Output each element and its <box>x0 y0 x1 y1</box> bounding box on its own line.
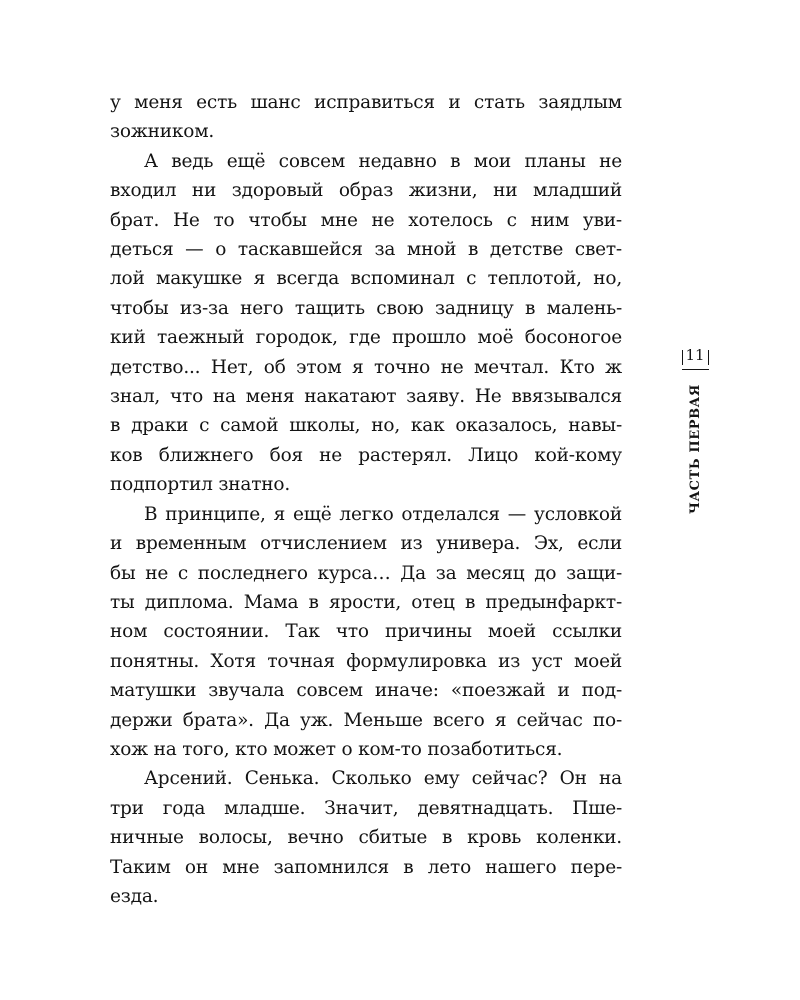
text-line: Таким он мне запомнился в лето нашего пере- <box>110 856 622 878</box>
text-line: знал, что на меня накатают заяву. Не ввязывался <box>110 386 622 408</box>
page-body-text <box>110 88 622 911</box>
text-line: лой макушке я всегда вспоминал с теплотой, но, <box>110 268 622 290</box>
text-line: зожником. <box>110 121 215 143</box>
text-line: подпортил знатно. <box>110 474 291 496</box>
text-line: ном состоянии. Так что причины моей ссылки <box>110 621 622 643</box>
text-line: и временным отчислением из универа. Эх, если <box>110 533 622 555</box>
text-line: держи брата». Да уж. Меньше всего я сейчас по- <box>110 709 622 731</box>
text-line: хож на того, кто может о ком-то позаботиться. <box>110 738 563 760</box>
text-line: ты диплома. Мама в ярости, отец в предынфаркт- <box>110 591 622 613</box>
text-line: входил ни здоровый образ жизни, ни младший <box>110 180 622 202</box>
text-line: чтобы из-за него тащить свою задницу в малень- <box>110 297 622 319</box>
running-header: ЧАСТЬ ПЕРВАЯ <box>688 384 703 514</box>
paragraph-first-line: Арсений. Сенька. Сколько ему сейчас? Он на <box>144 768 622 790</box>
text-line: три года младше. Значит, девятнадцать. Пше- <box>110 797 622 819</box>
paragraph-first-line: В принципе, я ещё легко отделался — условкой <box>144 503 622 525</box>
page-number: 11 <box>685 346 705 364</box>
text-line: брат. Не то чтобы мне не хотелось с ним уви- <box>110 209 622 231</box>
text-line: кий таежный городок, где прошло моё босоногое <box>110 327 622 349</box>
text-line: деться — о таскавшейся за мной в детстве свет- <box>110 239 622 261</box>
text-line: езда. <box>110 885 159 907</box>
text-line: детство... Нет, об этом я точно не мечтал. Кто ж <box>110 356 622 378</box>
text-line: в драки с самой школы, но, как оказалось, навы- <box>110 415 622 437</box>
page-number-underline <box>682 369 709 370</box>
text-line: ничные волосы, вечно сбитые в кровь коленки. <box>110 827 622 849</box>
paragraph-first-line: А ведь ещё совсем недавно в мои планы не <box>144 150 622 172</box>
text-line: ков ближнего боя не растерял. Лицо кой-кому <box>110 444 622 466</box>
page-number-right-rule <box>708 350 709 365</box>
text-line: матушки звучала совсем иначе: «поезжай и под- <box>110 680 622 702</box>
text-line: понятны. Хотя точная формулировка из уст моей <box>110 650 622 672</box>
text-line: у меня есть шанс исправиться и стать заядлым <box>110 92 622 113</box>
text-line: бы не с последнего курса… Да за месяц до защи- <box>110 562 622 584</box>
